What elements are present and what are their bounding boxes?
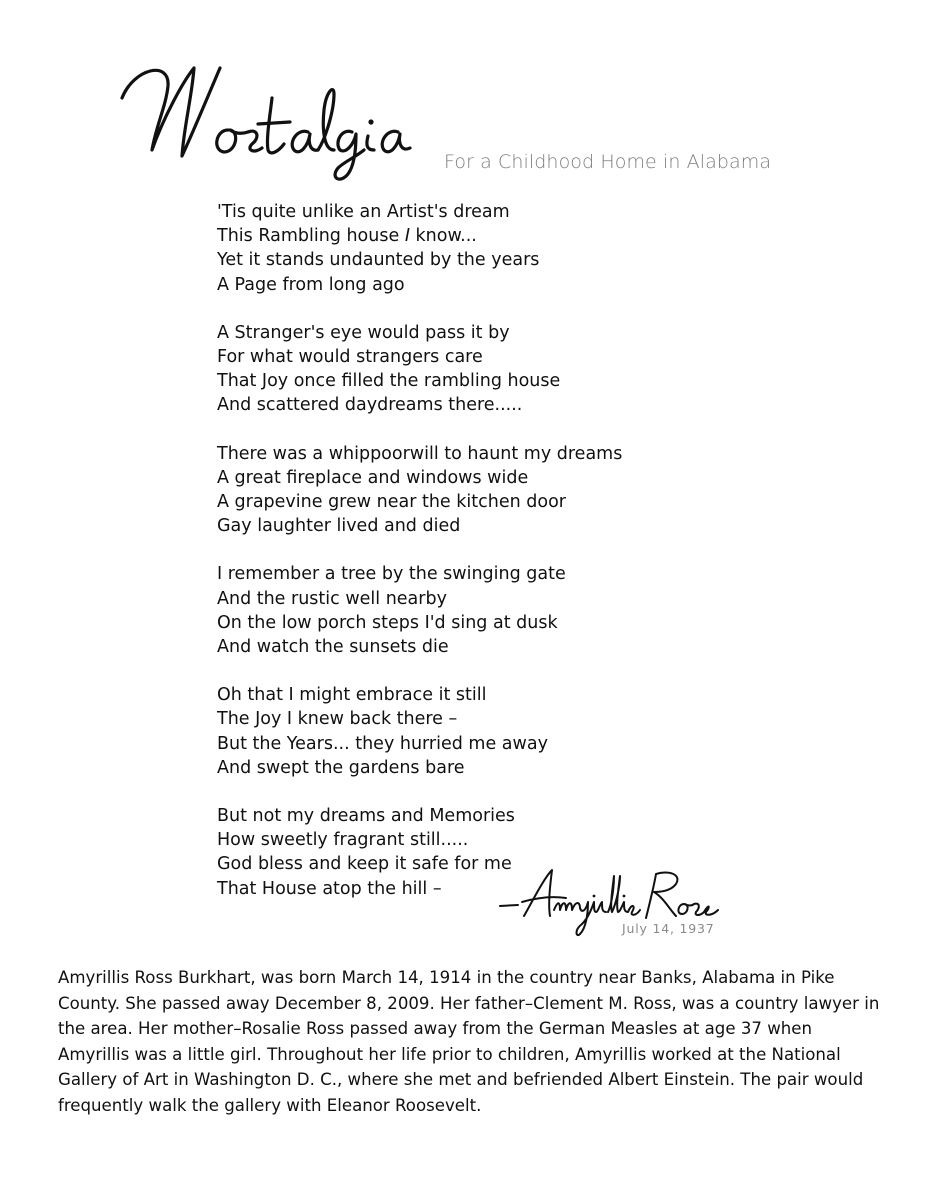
poem-line: God bless and keep it safe for me bbox=[217, 854, 512, 875]
poem-line: The Joy I knew back there – bbox=[217, 709, 458, 730]
poem-line: And watch the sunsets die bbox=[217, 637, 449, 658]
poem-line: And the rustic well nearby bbox=[217, 588, 447, 609]
poem-line: A Page from long ago bbox=[217, 274, 405, 295]
poem-line: Oh that I might embrace it still bbox=[217, 685, 487, 706]
emphasis: I bbox=[404, 226, 410, 247]
poem-line: How sweetly fragrant still..... bbox=[217, 830, 469, 851]
poem-line: 'Tis quite unlike an Artist's dream bbox=[217, 202, 510, 222]
author-biography: Amyrillis Ross Burkhart, was born March 14, 1914 in the country near Banks, Alabama in Pike County. She passed away December 8, 2009. Her father–Clement M. Ross, was a country lawyer in the area. Her mother–Rosalie Ross passed away from the German Measles at age 37 when Amyrillis was a little girl. Throughout her life prior to children, Amyrillis worked at the National Gallery of Art in Washington D. C., where she met and befriended Albert Einstein. The pair would frequently walk the gallery with Eleanor Roosevelt. bbox=[58, 968, 880, 1115]
poem-subtitle: For a Childhood Home in Alabama bbox=[444, 151, 772, 173]
poem-line: A great fireplace and windows wide bbox=[217, 467, 529, 488]
poem-line: But the Years... they hurried me away bbox=[217, 733, 548, 754]
stanza-3 bbox=[217, 442, 687, 539]
poem-line: This Rambling house I know... bbox=[217, 226, 477, 247]
poem-line: That House atop the hill – bbox=[217, 878, 442, 899]
poem-line: That Joy once filled the rambling house bbox=[217, 371, 561, 392]
poem-line: Gay laughter lived and died bbox=[217, 516, 461, 537]
poem-line: For what would strangers care bbox=[217, 347, 483, 368]
poem-title-lettering bbox=[112, 46, 472, 186]
poem-line: A grapevine grew near the kitchen door bbox=[217, 492, 566, 513]
poem-line: A Stranger's eye would pass it by bbox=[217, 322, 510, 343]
poem-line: I remember a tree by the swinging gate bbox=[217, 564, 566, 585]
stanza-1 bbox=[217, 200, 687, 297]
poem-line: And swept the gardens bare bbox=[217, 757, 465, 778]
poem-line: But not my dreams and Memories bbox=[217, 806, 515, 827]
signature-date: July 14, 1937 bbox=[622, 921, 715, 936]
poem-line: On the low porch steps I'd sing at dusk bbox=[217, 612, 558, 633]
stanza-4 bbox=[217, 562, 687, 659]
poem-body bbox=[217, 200, 687, 925]
poem-line: And scattered daydreams there..... bbox=[217, 395, 523, 416]
poem-line: Yet it stands undaunted by the years bbox=[217, 250, 540, 271]
poem-line: There was a whippoorwill to haunt my dreams bbox=[217, 443, 623, 464]
poem-title bbox=[112, 46, 472, 186]
stanza-5 bbox=[217, 683, 687, 780]
stanza-2 bbox=[217, 321, 687, 418]
